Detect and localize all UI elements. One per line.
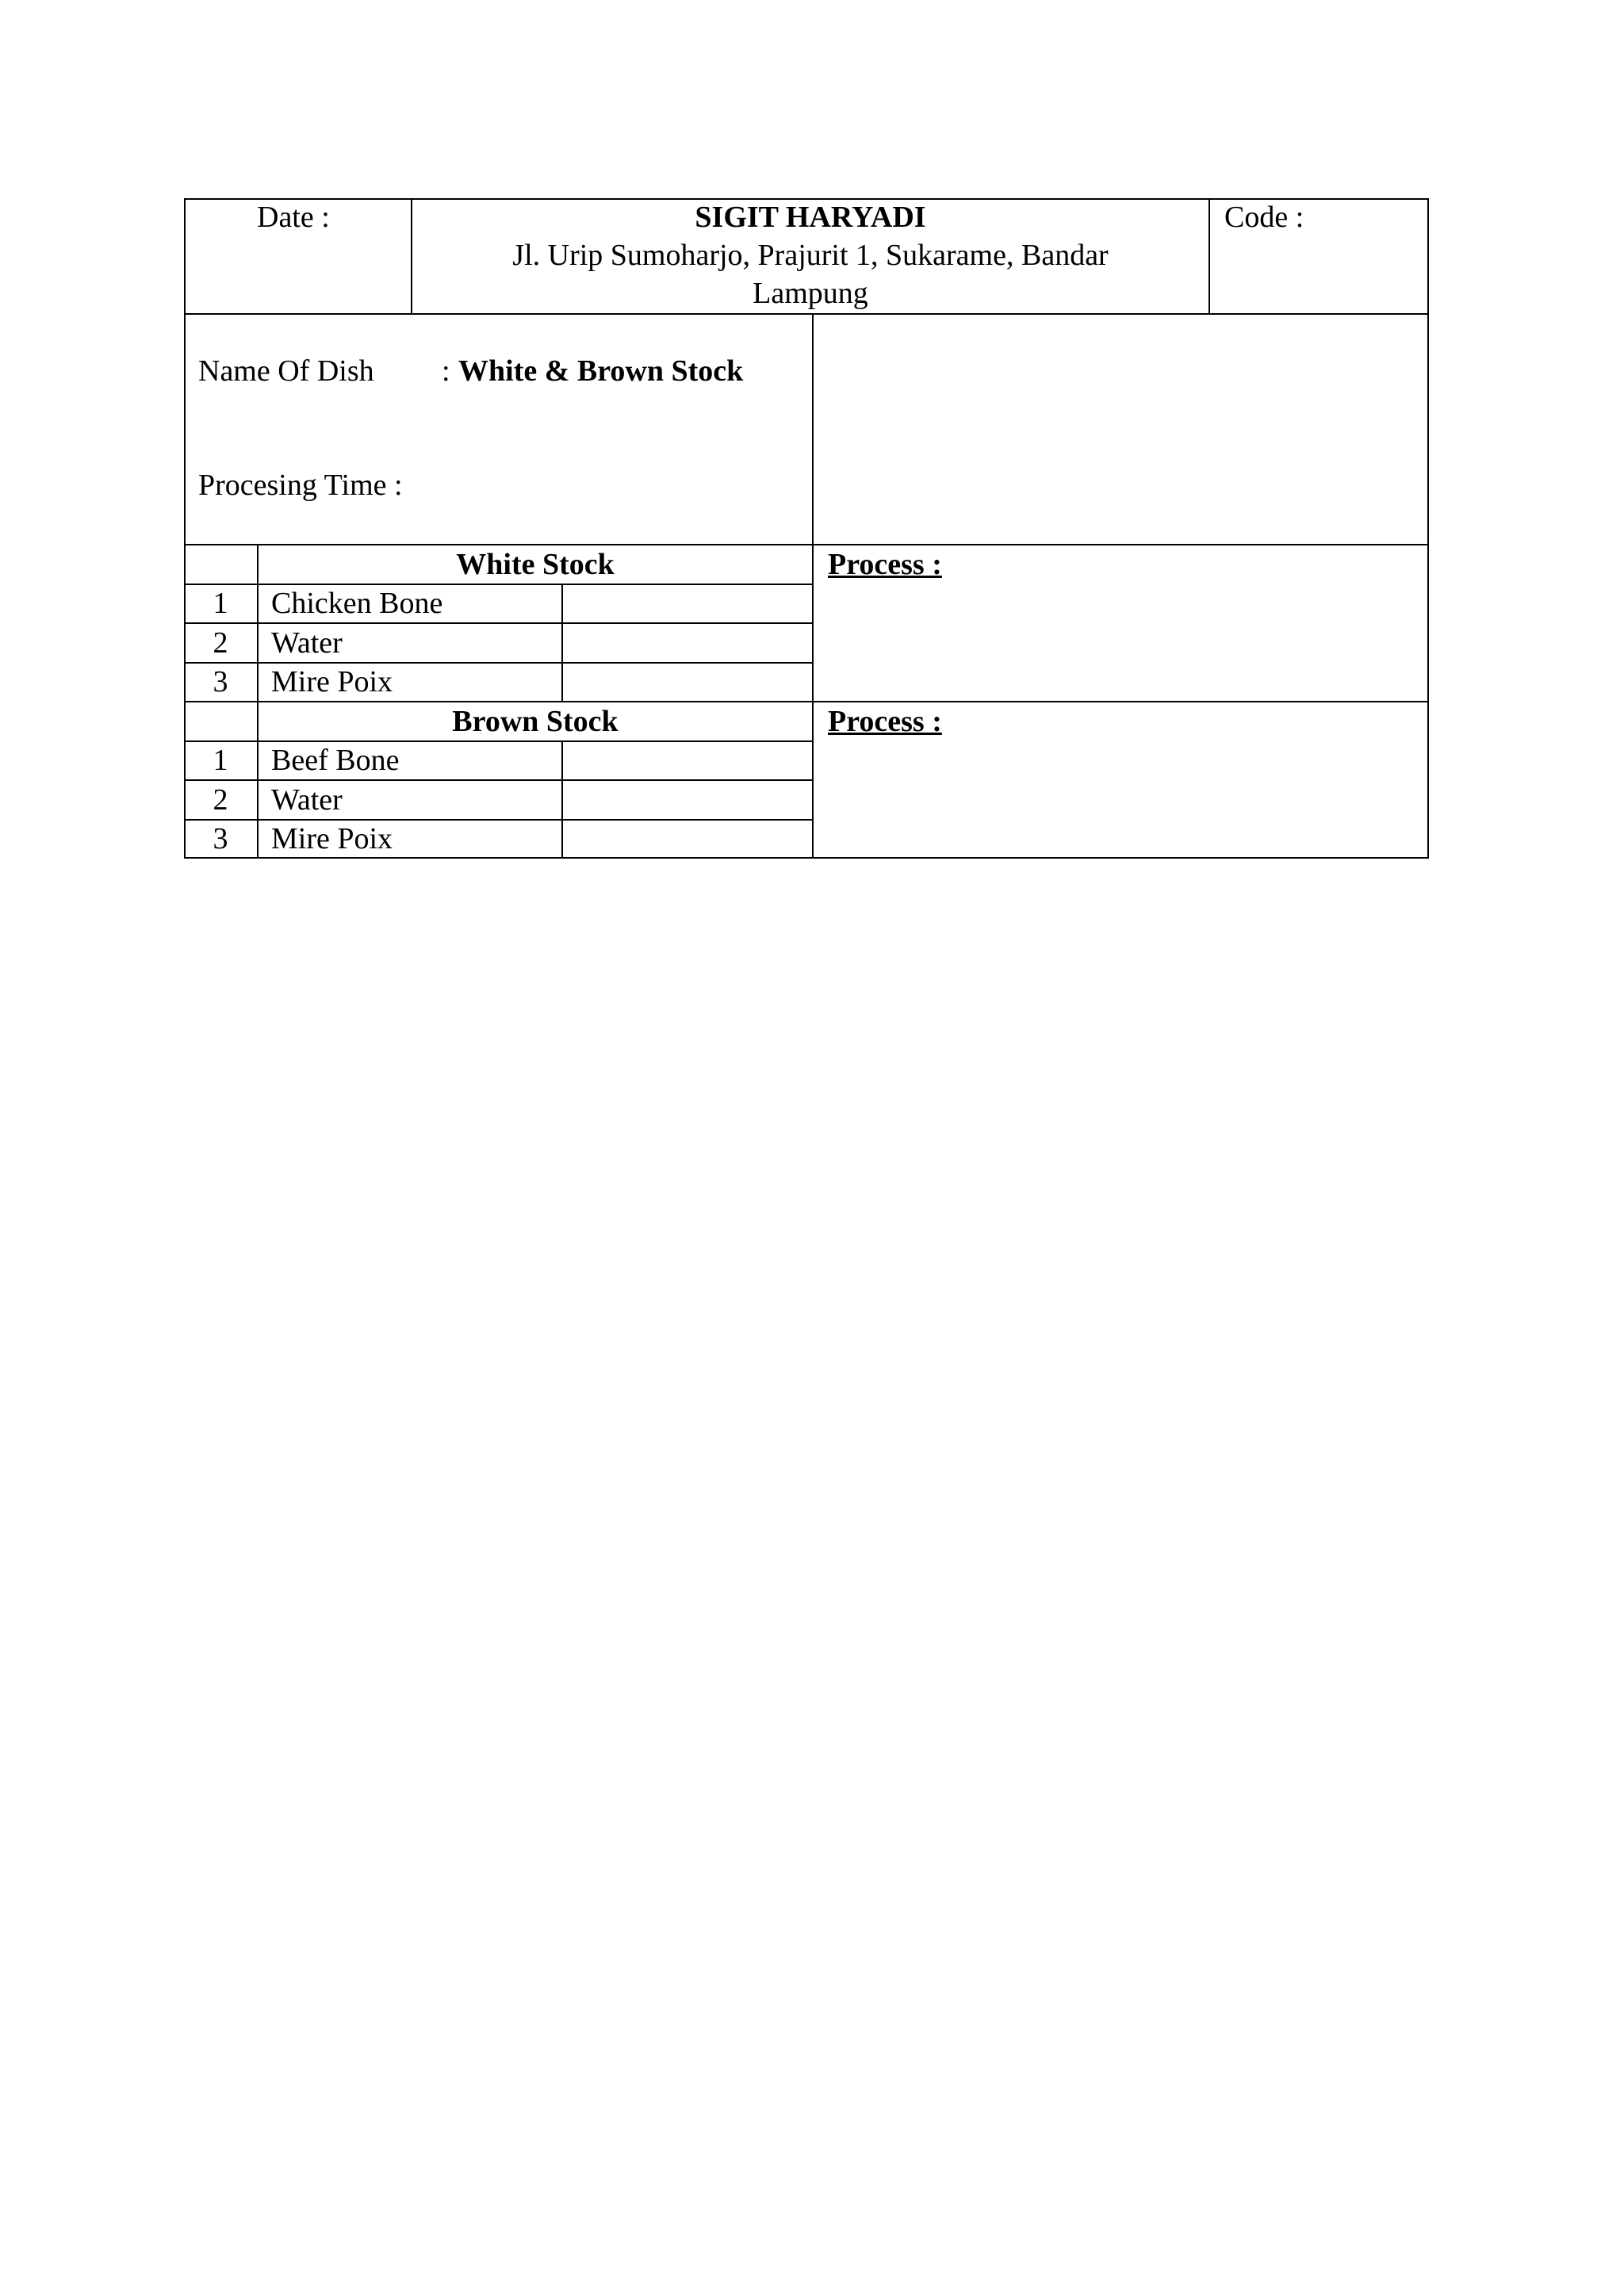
white-item-number: 2 [213,626,228,660]
date-label: Date : [257,201,330,234]
dish-name-label: Name Of Dish [198,354,374,388]
white-amount-divider [561,584,563,702]
processing-time-label: Procesing Time : [198,469,403,502]
dish-name-value: White & Brown Stock [458,354,744,388]
white-item-name: Water [271,626,343,660]
brown-stock-title: Brown Stock [452,705,619,738]
brown-item-name: Water [271,783,343,817]
border-right [1427,198,1429,859]
brown-item-name: Beef Bone [271,744,400,777]
brown-item-name: Mire Poix [271,822,393,855]
white-item-name: Mire Poix [271,665,393,698]
white-stock-process-label: Process : [828,548,942,581]
brown-stock-process-label: Process : [828,705,942,738]
brown-amount-divider [561,740,563,859]
company-address-line2: Lampung [753,277,868,310]
white-stock-title: White Stock [456,548,615,581]
white-item-number: 3 [213,665,228,698]
dish-name-separator: : [442,354,450,388]
company-address-line1: Jl. Urip Sumoharjo, Prajurit 1, Sukarame, Bandar [512,239,1109,272]
header-bottom-rule [184,313,1429,315]
brown-item-number: 1 [213,744,228,777]
brown-item-number: 2 [213,783,228,817]
white-item-number: 1 [213,587,228,620]
brown-item-number: 3 [213,822,228,855]
main-column-divider [812,313,814,859]
code-label: Code : [1224,201,1304,234]
header-divider-right [1208,198,1210,314]
white-item-name: Chicken Bone [271,587,443,620]
company-name: SIGIT HARYADI [695,201,926,234]
recipe-form [184,198,1429,859]
